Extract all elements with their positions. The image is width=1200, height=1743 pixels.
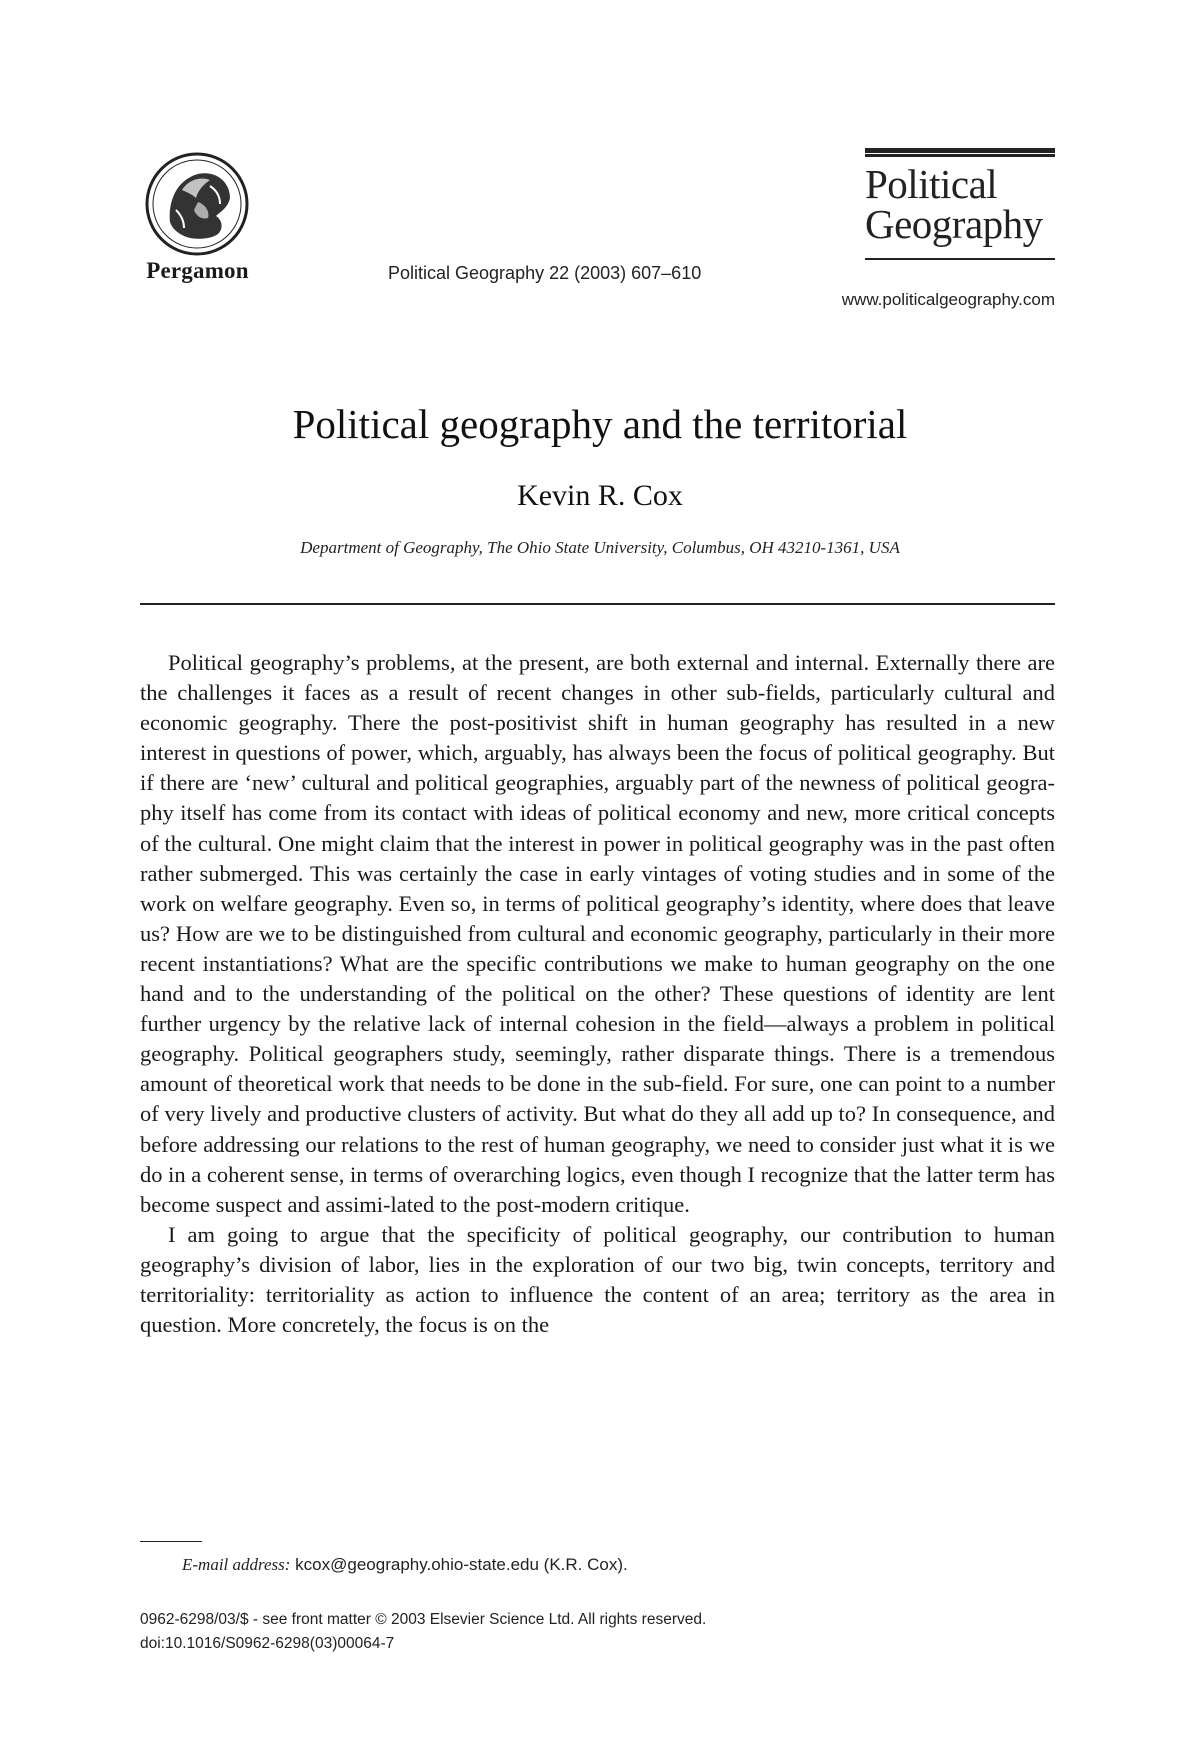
article-author: Kevin R. Cox bbox=[517, 479, 683, 512]
body-paragraph: I am going to argue that the specificity of political geography, our contribution to human geography’s division of labor, lies in the exploration of our two big, twin concepts, territory and territoriality: territoriality as action to influence the content of an area; territory as the area in question. More concretely, the focus is on the bbox=[140, 1221, 1055, 1338]
footnote-rule bbox=[140, 1541, 202, 1542]
body-paragraph: Political geography’s problems, at the present, are both external and internal. Externally there are the challenges it faces as a result of recent changes in other sub-fields, particularly cultural and economic geography. There the post-positivist shift in human geography has resulted in a new interest in questions of power, which, arguably, has always been the focus of political geography. But if there are ‘new’ cultural and political geographies, arguably part of the newness of political geogra-phy itself has come from its contact with ideas of political economy and new, more critical concepts of the cultural. One might claim that the interest in power in political geography was in the past often rather submerged. This was certainly the case in early vintages of voting studies and in some of the work on welfare geography. Even so, in terms of political geography’s identity, where does that leave us? How are we to be distinguished from cultural and economic geography, particularly in their more recent instantiations? What are the specific contributions we make to human geography on the one hand and to the understanding of the political on the other? These questions of identity are lent further urgency by the relative lack of internal cohesion in the field—always a problem in political geography. Political geographers study, seemingly, rather disparate things. There is a tremendous amount of theoretical work that needs to be done in the sub-field. For sure, one can point to a number of very lively and productive clusters of activity. But what do they all add up to? In consequence, and before addressing our relations to the rest of human geography, we need to consider just what it is we do in a coherent sense, in terms of overarching logics, even though I recognize that the latter term has become suspect and assimi-lated to the post-modern critique. bbox=[140, 650, 1055, 1217]
footnote bbox=[182, 1555, 628, 1575]
journal-url: www.politicalgeography.com bbox=[841, 290, 1055, 309]
journal-title-line2: Geography bbox=[865, 201, 1043, 247]
footnote-label: E-mail address: bbox=[182, 1555, 291, 1574]
article-title: Political geography and the territorial bbox=[292, 401, 908, 447]
journal-brand bbox=[865, 148, 1055, 260]
journal-citation: Political Geography 22 (2003) 607–610 bbox=[388, 263, 702, 283]
author-affiliation: Department of Geography, The Ohio State University, Columbus, OH 43210-1361, USA bbox=[300, 538, 900, 557]
copyright-line: 0962-6298/03/$ - see front matter © 2003 Elsevier Science Ltd. All rights reserved. bbox=[140, 1611, 707, 1628]
publisher-logo bbox=[140, 150, 255, 284]
title-divider bbox=[140, 603, 1055, 605]
copyright-block bbox=[140, 1608, 706, 1656]
article-body bbox=[140, 648, 1055, 1340]
doi-line: doi:10.1016/S0962-6298(03)00064-7 bbox=[140, 1635, 395, 1652]
brand-top-rule bbox=[865, 148, 1055, 154]
publisher-name: Pergamon bbox=[146, 258, 249, 283]
brand-bottom-rule bbox=[865, 258, 1055, 260]
footnote-email: kcox@geography.ohio-state.edu (K.R. Cox). bbox=[290, 1555, 628, 1574]
journal-title-line1: Political bbox=[865, 161, 998, 207]
pergamon-emblem-icon bbox=[140, 150, 255, 258]
